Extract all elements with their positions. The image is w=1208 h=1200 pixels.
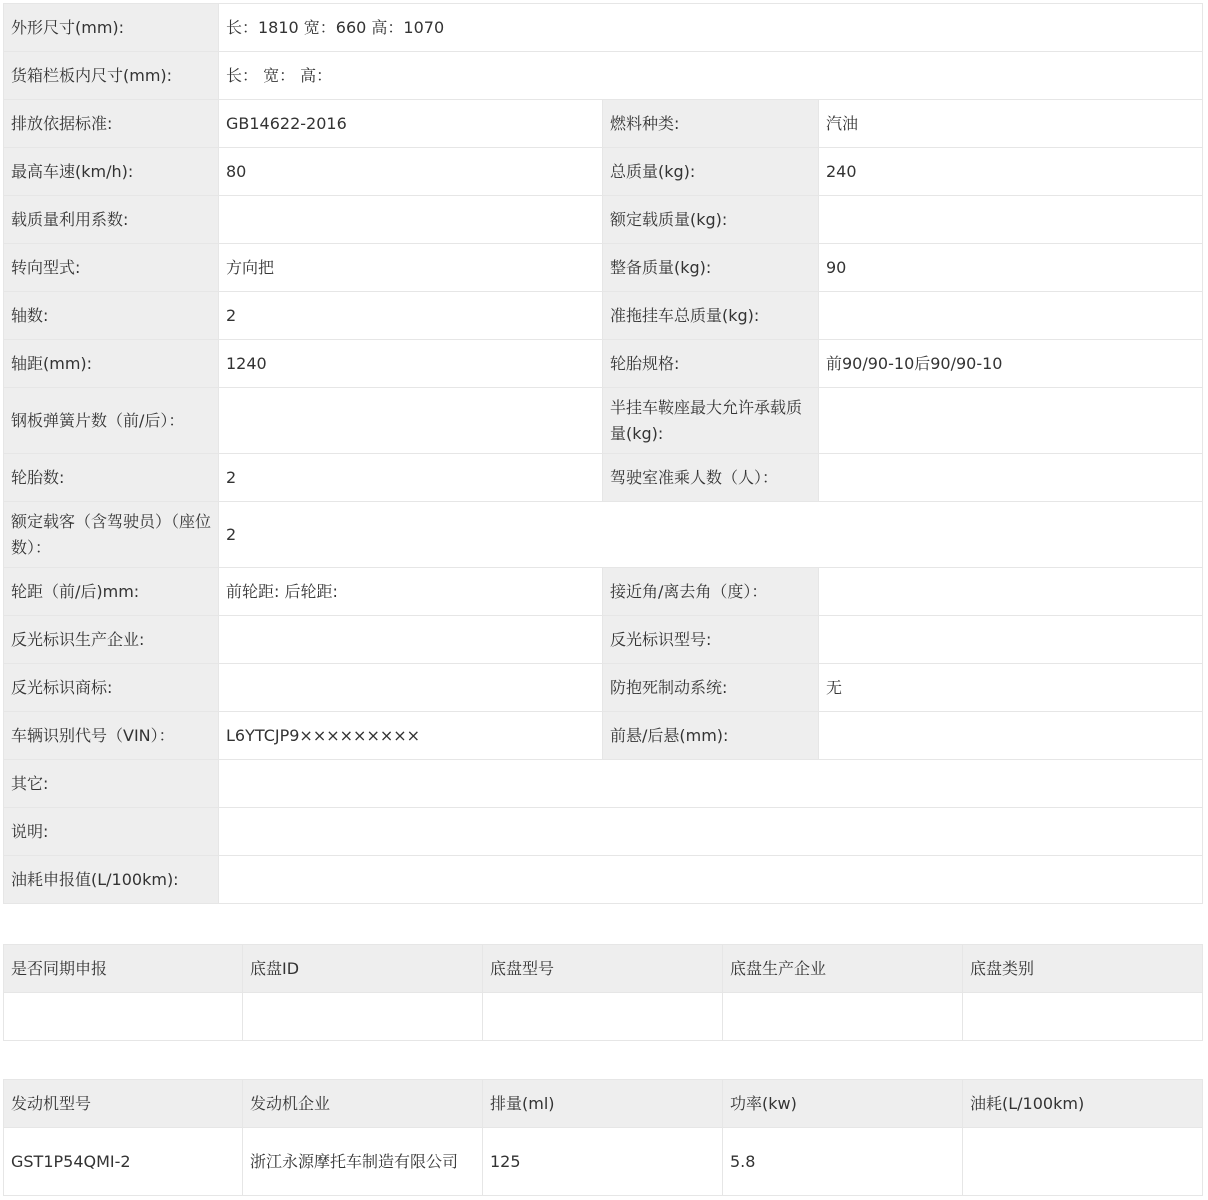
field-value bbox=[819, 616, 1203, 664]
field-value: 前轮距: 后轮距: bbox=[219, 568, 603, 616]
chassis-header-cell: 底盘生产企业 bbox=[723, 945, 963, 993]
chassis-data-row bbox=[4, 993, 1203, 1041]
engine-table bbox=[3, 1079, 1203, 1196]
field-label: 排放依据标准: bbox=[4, 100, 219, 148]
field-label: 前悬/后悬(mm): bbox=[603, 712, 819, 760]
field-value: L6YTCJP9××××××××× bbox=[219, 712, 603, 760]
field-value bbox=[219, 808, 1203, 856]
field-label: 最高车速(km/h): bbox=[4, 148, 219, 196]
spec-row-other bbox=[4, 760, 1203, 808]
spec-row bbox=[4, 568, 1203, 616]
engine-fuel-cell bbox=[963, 1128, 1203, 1196]
field-value bbox=[819, 292, 1203, 340]
engine-header-cell: 发动机企业 bbox=[243, 1080, 483, 1128]
field-value bbox=[819, 712, 1203, 760]
spec-row-cargo bbox=[4, 52, 1203, 100]
field-label: 车辆识别代号（VIN）： bbox=[4, 712, 219, 760]
field-label: 载质量利用系数: bbox=[4, 196, 219, 244]
field-value: 2 bbox=[219, 502, 1203, 568]
field-label: 半挂车鞍座最大允许承载质量(kg): bbox=[603, 388, 819, 454]
engine-header-cell: 功率(kw) bbox=[723, 1080, 963, 1128]
field-value: 90 bbox=[819, 244, 1203, 292]
vehicle-spec-table bbox=[3, 3, 1203, 904]
field-value: 2 bbox=[219, 292, 603, 340]
spec-row bbox=[4, 712, 1203, 760]
field-label: 防抱死制动系统: bbox=[603, 664, 819, 712]
field-label: 额定载质量(kg): bbox=[603, 196, 819, 244]
spec-row bbox=[4, 196, 1203, 244]
field-label: 其它: bbox=[4, 760, 219, 808]
spec-row bbox=[4, 244, 1203, 292]
field-value bbox=[819, 196, 1203, 244]
field-value: 240 bbox=[819, 148, 1203, 196]
field-value: 长：1810 宽：660 高：1070 bbox=[219, 4, 1203, 52]
chassis-value-cell bbox=[723, 993, 963, 1041]
field-label: 轮胎规格: bbox=[603, 340, 819, 388]
field-label: 轴距(mm): bbox=[4, 340, 219, 388]
chassis-header-cell: 底盘型号 bbox=[483, 945, 723, 993]
chassis-value-cell bbox=[483, 993, 723, 1041]
spec-row bbox=[4, 616, 1203, 664]
field-value: 方向把 bbox=[219, 244, 603, 292]
engine-maker-cell: 浙江永源摩托车制造有限公司 bbox=[243, 1128, 483, 1196]
spec-row bbox=[4, 454, 1203, 502]
engine-model-cell: GST1P54QMI-2 bbox=[4, 1128, 243, 1196]
field-label: 反光标识商标: bbox=[4, 664, 219, 712]
field-value bbox=[819, 388, 1203, 454]
engine-power-cell: 5.8 bbox=[723, 1128, 963, 1196]
engine-header-row bbox=[4, 1080, 1203, 1128]
chassis-header-cell: 底盘ID bbox=[243, 945, 483, 993]
spec-row bbox=[4, 292, 1203, 340]
field-value: 汽油 bbox=[819, 100, 1203, 148]
field-label: 外形尺寸(mm): bbox=[4, 4, 219, 52]
engine-data-row bbox=[4, 1128, 1203, 1196]
field-label: 整备质量(kg): bbox=[603, 244, 819, 292]
field-label: 钢板弹簧片数（前/后）： bbox=[4, 388, 219, 454]
field-label: 轮距（前/后)mm: bbox=[4, 568, 219, 616]
field-value bbox=[219, 664, 603, 712]
field-value bbox=[219, 760, 1203, 808]
field-label: 轴数: bbox=[4, 292, 219, 340]
engine-header-cell: 排量(ml) bbox=[483, 1080, 723, 1128]
field-label: 说明: bbox=[4, 808, 219, 856]
field-label: 反光标识型号: bbox=[603, 616, 819, 664]
field-value bbox=[819, 454, 1203, 502]
field-value: 80 bbox=[219, 148, 603, 196]
chassis-value-cell bbox=[4, 993, 243, 1041]
field-value: 2 bbox=[219, 454, 603, 502]
field-label: 准拖挂车总质量(kg): bbox=[603, 292, 819, 340]
field-value bbox=[219, 856, 1203, 904]
field-value: 1240 bbox=[219, 340, 603, 388]
field-value bbox=[219, 616, 603, 664]
spec-row-dimensions bbox=[4, 4, 1203, 52]
chassis-header-cell: 底盘类别 bbox=[963, 945, 1203, 993]
chassis-value-cell bbox=[963, 993, 1203, 1041]
field-label: 反光标识生产企业: bbox=[4, 616, 219, 664]
field-value: 无 bbox=[819, 664, 1203, 712]
field-label: 燃料种类: bbox=[603, 100, 819, 148]
chassis-header-cell: 是否同期申报 bbox=[4, 945, 243, 993]
spec-row bbox=[4, 340, 1203, 388]
spec-row bbox=[4, 100, 1203, 148]
field-label: 轮胎数: bbox=[4, 454, 219, 502]
chassis-value-cell bbox=[243, 993, 483, 1041]
spec-row-fuel bbox=[4, 856, 1203, 904]
spec-row bbox=[4, 148, 1203, 196]
chassis-header-row bbox=[4, 945, 1203, 993]
field-value bbox=[219, 388, 603, 454]
spec-row-seats bbox=[4, 502, 1203, 568]
field-label: 总质量(kg): bbox=[603, 148, 819, 196]
field-label: 油耗申报值(L/100km): bbox=[4, 856, 219, 904]
chassis-table bbox=[3, 944, 1203, 1041]
engine-header-cell: 发动机型号 bbox=[4, 1080, 243, 1128]
field-label: 转向型式: bbox=[4, 244, 219, 292]
field-label: 接近角/离去角（度）： bbox=[603, 568, 819, 616]
field-value: 长： 宽： 高： bbox=[219, 52, 1203, 100]
field-label: 驾驶室准乘人数（人）： bbox=[603, 454, 819, 502]
spec-row bbox=[4, 388, 1203, 454]
field-value: 前90/90-10后90/90-10 bbox=[819, 340, 1203, 388]
field-value bbox=[219, 196, 603, 244]
field-value: GB14622-2016 bbox=[219, 100, 603, 148]
spec-row bbox=[4, 664, 1203, 712]
field-value bbox=[819, 568, 1203, 616]
spec-row-note bbox=[4, 808, 1203, 856]
field-label: 额定载客（含驾驶员）（座位数）： bbox=[4, 502, 219, 568]
field-label: 货箱栏板内尺寸(mm): bbox=[4, 52, 219, 100]
engine-header-cell: 油耗(L/100km) bbox=[963, 1080, 1203, 1128]
engine-displacement-cell: 125 bbox=[483, 1128, 723, 1196]
